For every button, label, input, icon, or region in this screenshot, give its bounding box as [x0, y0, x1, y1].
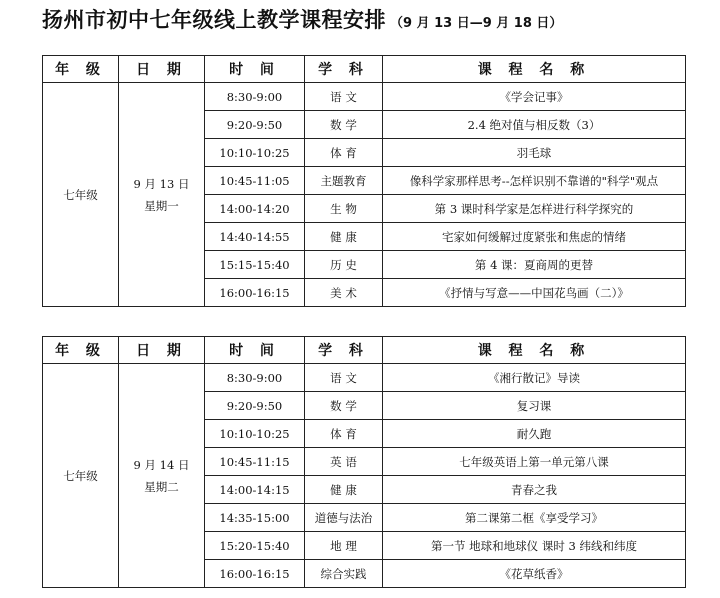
course-cell: 耐久跑 — [383, 420, 686, 448]
course-cell: 羽毛球 — [383, 139, 686, 167]
title-date-range: （9 月 13 日—9 月 18 日） — [390, 16, 563, 31]
table-row — [43, 83, 686, 111]
subject-cell: 英 语 — [305, 448, 383, 476]
time-cell: 15:15-15:40 — [205, 251, 305, 279]
subject-cell: 语 文 — [305, 83, 383, 111]
subject-cell: 健 康 — [305, 223, 383, 251]
schedule-table-day-1 — [42, 55, 686, 307]
course-cell: 青春之我 — [383, 476, 686, 504]
time-cell: 9:20-9:50 — [205, 111, 305, 139]
header-date: 日 期 — [119, 56, 205, 83]
subject-cell: 数 学 — [305, 392, 383, 420]
table-header-row — [43, 337, 686, 364]
header-time: 时 间 — [205, 56, 305, 83]
subject-cell: 综合实践 — [305, 560, 383, 588]
subject-cell: 主题教育 — [305, 167, 383, 195]
subject-cell: 体 育 — [305, 139, 383, 167]
subject-cell: 地 理 — [305, 532, 383, 560]
course-cell: 第 3 课时科学家是怎样进行科学探究的 — [383, 195, 686, 223]
table-row — [43, 364, 686, 392]
course-cell: 《湘行散记》导读 — [383, 364, 686, 392]
weekday-text: 星期二 — [144, 479, 179, 494]
time-cell: 14:00-14:15 — [205, 476, 305, 504]
page-title — [42, 4, 562, 34]
date-cell — [119, 83, 205, 307]
course-cell: 像科学家那样思考--怎样识别不靠谱的"科学"观点 — [383, 167, 686, 195]
table-header-row — [43, 56, 686, 83]
subject-cell: 美 术 — [305, 279, 383, 307]
date-cell — [119, 364, 205, 588]
time-cell: 15:20-15:40 — [205, 532, 305, 560]
course-cell: 复习课 — [383, 392, 686, 420]
header-course: 课 程 名 称 — [383, 337, 686, 364]
time-cell: 8:30-9:00 — [205, 364, 305, 392]
grade-cell: 七年级 — [43, 83, 119, 307]
time-cell: 10:45-11:05 — [205, 167, 305, 195]
header-grade: 年 级 — [43, 56, 119, 83]
schedule-table-day-2 — [42, 336, 686, 588]
time-cell: 10:45-11:15 — [205, 448, 305, 476]
header-subject: 学 科 — [305, 337, 383, 364]
weekday-text: 星期一 — [144, 198, 179, 213]
header-course: 课 程 名 称 — [383, 56, 686, 83]
subject-cell: 历 史 — [305, 251, 383, 279]
subject-cell: 体 育 — [305, 420, 383, 448]
course-cell: 《花草纸香》 — [383, 560, 686, 588]
time-cell: 14:40-14:55 — [205, 223, 305, 251]
date-text: 9 月 13 日 — [133, 176, 190, 191]
header-grade: 年 级 — [43, 337, 119, 364]
course-cell: 《抒情与写意——中国花鸟画（二）》 — [383, 279, 686, 307]
subject-cell: 道德与法治 — [305, 504, 383, 532]
course-cell: 第一节 地球和地球仪 课时 3 纬线和纬度 — [383, 532, 686, 560]
course-cell: 第 4 课：夏商周的更替 — [383, 251, 686, 279]
time-cell: 14:00-14:20 — [205, 195, 305, 223]
header-time: 时 间 — [205, 337, 305, 364]
course-cell: 《学会记事》 — [383, 83, 686, 111]
time-cell: 9:20-9:50 — [205, 392, 305, 420]
time-cell: 14:35-15:00 — [205, 504, 305, 532]
subject-cell: 数 学 — [305, 111, 383, 139]
header-date: 日 期 — [119, 337, 205, 364]
time-cell: 8:30-9:00 — [205, 83, 305, 111]
course-cell: 2.4 绝对值与相反数（3） — [383, 111, 686, 139]
date-text: 9 月 14 日 — [133, 457, 190, 472]
subject-cell: 语 文 — [305, 364, 383, 392]
time-cell: 10:10-10:25 — [205, 420, 305, 448]
course-cell: 宅家如何缓解过度紧张和焦虑的情绪 — [383, 223, 686, 251]
time-cell: 16:00-16:15 — [205, 560, 305, 588]
course-cell: 七年级英语上第一单元第八课 — [383, 448, 686, 476]
time-cell: 16:00-16:15 — [205, 279, 305, 307]
subject-cell: 健 康 — [305, 476, 383, 504]
grade-cell: 七年级 — [43, 364, 119, 588]
subject-cell: 生 物 — [305, 195, 383, 223]
title-main: 扬州市初中七年级线上教学课程安排 — [42, 8, 386, 32]
course-cell: 第二课第二框《享受学习》 — [383, 504, 686, 532]
header-subject: 学 科 — [305, 56, 383, 83]
time-cell: 10:10-10:25 — [205, 139, 305, 167]
